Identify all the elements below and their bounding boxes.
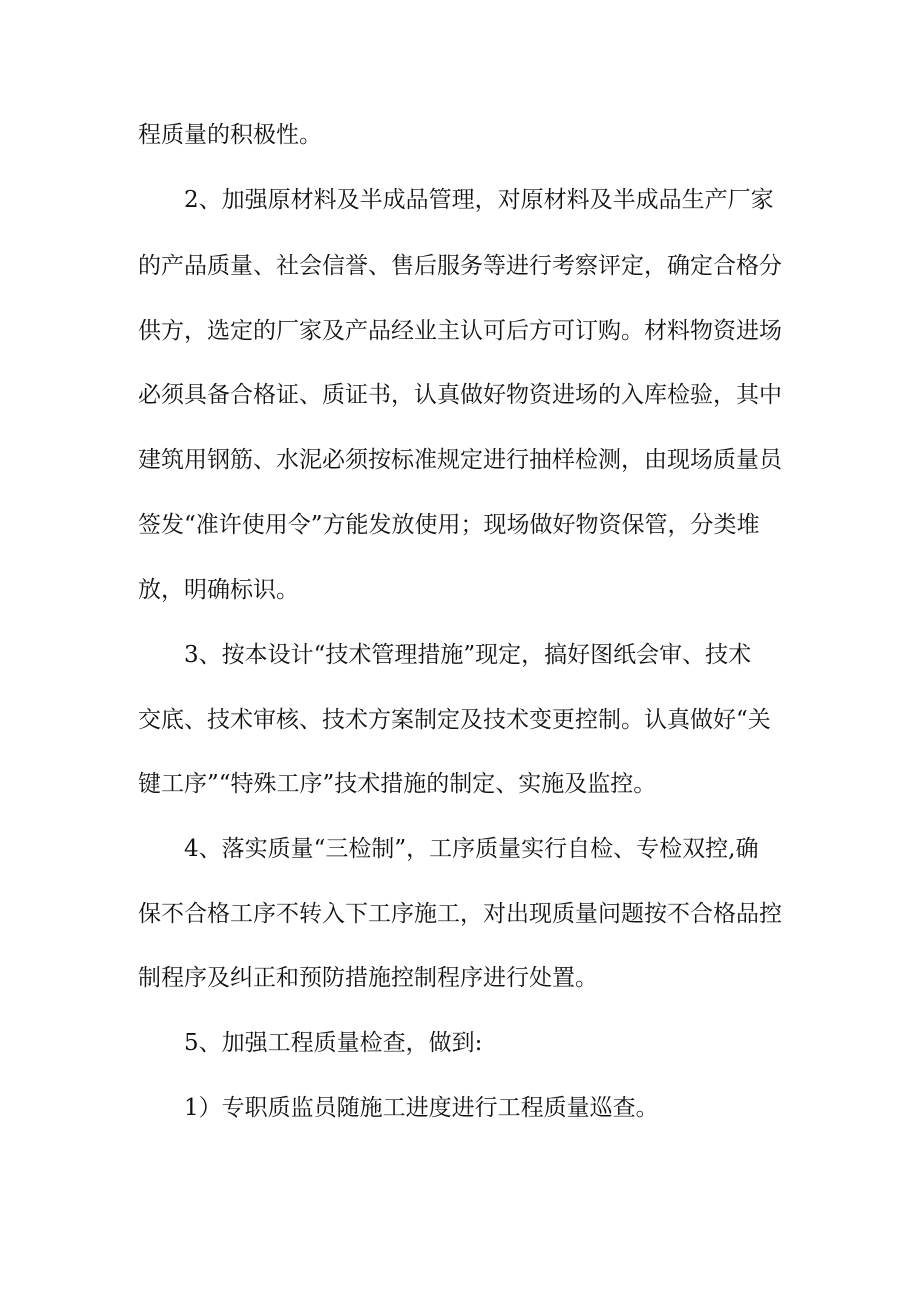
paragraph-3-line-2: 交底、技术审核、技术方案制定及技术变更控制。认真做好“关 (138, 707, 771, 733)
paragraph-5-line-1: 5、加强工程质量检查，做到: (184, 1030, 483, 1056)
paragraph-1-line-1: 程质量的积极性。 (138, 122, 322, 148)
paragraph-3-line-3: 键工序”“特殊工序”技术措施的制定、实施及监控。 (138, 771, 657, 797)
paragraph-3-line-1: 3、按本设计“技术管理措施”现定，搞好图纸会审、技术 (184, 642, 752, 668)
paragraph-2-line-1: 2、加强原材料及半成品管理，对原材料及半成品生产厂家 (184, 187, 774, 213)
paragraph-2-line-3: 供方，选定的厂家及产品经业主认可后方可订购。材料物资进场 (138, 318, 782, 344)
paragraph-2-line-2: 的产品质量、社会信誉、售后服务等进行考察评定，确定合格分 (138, 253, 782, 279)
paragraph-4-line-2: 保不合格工序不转入下工序施工，对出现质量问题按不合格品控 (138, 901, 782, 927)
paragraph-2-line-6: 签发“准许使用令”方能发放使用；现场做好物资保管，分类堆 (138, 512, 760, 538)
paragraph-6-line-1: 1）专职质监员随施工进度进行工程质量巡查。 (184, 1095, 659, 1121)
paragraph-4-line-1: 4、落实质量“三检制”，工序质量实行自检、专检双控,确 (184, 836, 759, 862)
paragraph-2-line-7: 放，明确标识。 (138, 577, 299, 603)
paragraph-2-line-5: 建筑用钢筋、水泥必须按标准规定进行抽样检测，由现场质量员 (138, 447, 782, 473)
paragraph-2-line-4: 必须具备合格证、质证书，认真做好物资进场的入库检验，其中 (138, 382, 782, 408)
paragraph-4-line-3: 制程序及纠正和预防措施控制程序进行处置。 (138, 965, 598, 991)
